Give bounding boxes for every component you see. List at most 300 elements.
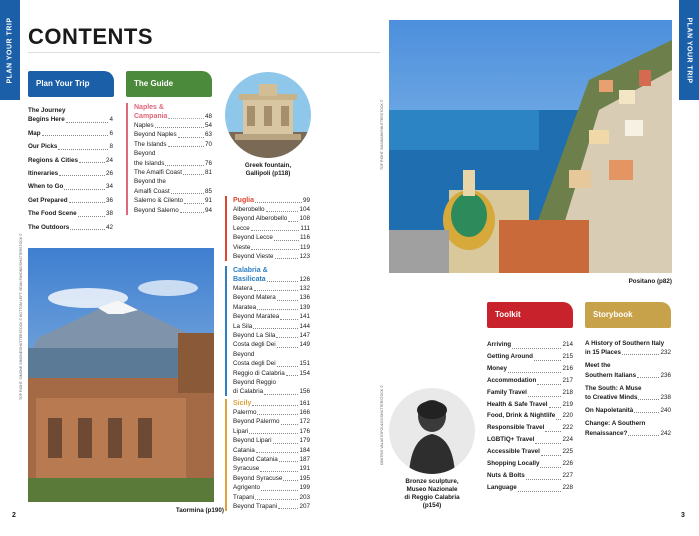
- storybook-item-row[interactable]: [585, 371, 671, 380]
- leader-dots: [64, 189, 105, 190]
- puglia-item-row[interactable]: [233, 233, 310, 242]
- toolkit-item-label: Money: [487, 364, 507, 372]
- puglia-item-label: Beyond Vieste: [233, 253, 274, 261]
- taormina-photo: [28, 248, 214, 502]
- naples-title-row[interactable]: [134, 112, 212, 121]
- sicily-item-row[interactable]: [233, 464, 310, 473]
- calabria-item-row[interactable]: [233, 350, 310, 359]
- plan-item-row[interactable]: [28, 156, 113, 165]
- credit-positano: TOP RIGHT: MAXIMUM/SHUTTERSTOCK ©: [380, 99, 384, 170]
- leader-dots: [255, 499, 298, 500]
- plan-item-label: The Journey: [28, 107, 66, 114]
- toolkit-item-page: 215: [562, 352, 573, 360]
- greek-fountain-photo: [225, 72, 311, 158]
- tab-the-guide[interactable]: The Guide: [126, 71, 212, 97]
- sicily-item-row[interactable]: [233, 436, 310, 445]
- leader-dots: [288, 221, 298, 222]
- storybook-item-label: A History of Southern Italy: [585, 340, 665, 347]
- storybook-item-row[interactable]: [585, 406, 671, 415]
- leader-dots: [266, 211, 299, 212]
- storybook-item-row[interactable]: [585, 429, 671, 438]
- leader-dots: [79, 162, 105, 163]
- sicily-item-row[interactable]: [233, 417, 310, 426]
- puglia-item-row[interactable]: [233, 243, 310, 252]
- leader-dots: [249, 433, 298, 434]
- leader-dots: [184, 203, 204, 204]
- toolkit-item-row[interactable]: [487, 458, 573, 470]
- puglia-item-page: 104: [299, 206, 310, 213]
- sicily-item-row[interactable]: [233, 455, 310, 464]
- toolkit-item-page: 222: [562, 424, 573, 432]
- sicily-item-row[interactable]: [233, 408, 310, 417]
- sicily-item-label: Agrigento: [233, 484, 260, 492]
- storybook-item-row[interactable]: [585, 361, 671, 370]
- toolkit-item-label: Getting Around: [487, 352, 533, 360]
- naples-item-label: the Islands: [134, 159, 165, 167]
- naples-item-page: 91: [204, 197, 212, 205]
- storybook-item-label: The South: A Muse: [585, 384, 642, 392]
- plan-item-row[interactable]: [28, 223, 113, 232]
- leader-dots: [256, 452, 299, 453]
- toolkit-item-page: 217: [562, 376, 573, 384]
- sicily-item-page: 176: [299, 427, 310, 435]
- leader-dots: [279, 461, 299, 462]
- leader-dots: [155, 127, 204, 128]
- sicily-item-page: 172: [299, 418, 310, 426]
- puglia-item-page: 111: [300, 224, 310, 232]
- leader-dots: [518, 491, 562, 492]
- toolkit-item-label: Accommodation: [487, 376, 537, 384]
- calabria-item-row[interactable]: [233, 387, 310, 396]
- sicily-item-label: Palermo: [233, 409, 257, 416]
- naples-title-2: Campania: [134, 113, 168, 120]
- plan-item-label: Begins Here: [28, 116, 65, 124]
- plan-item-row[interactable]: [28, 129, 113, 138]
- credit-bottom-right: DIMITRIS VALASTOPOULOS/SHUTTERSTOCK ©: [380, 385, 384, 465]
- storybook-item-page: 240: [660, 407, 671, 415]
- puglia-item-row[interactable]: [233, 252, 310, 261]
- storybook-item-row[interactable]: [585, 393, 671, 402]
- leader-dots: [260, 471, 298, 472]
- plan-item-label: Get Prepared: [28, 196, 68, 204]
- positano-photo: [389, 20, 672, 273]
- puglia-item-label: Alberobello: [233, 206, 265, 213]
- toolkit-item-row[interactable]: [487, 470, 573, 482]
- sicily-item-page: 187: [299, 456, 310, 464]
- naples-item-page: 85: [204, 187, 212, 195]
- storybook-item-page: 242: [660, 429, 671, 437]
- leader-dots: [528, 396, 562, 397]
- plan-item-page: 8: [109, 143, 113, 151]
- leader-dots: [526, 479, 562, 480]
- sicily-item-row[interactable]: [233, 427, 310, 436]
- plan-item-page: 24: [105, 156, 113, 164]
- naples-item-page: 76: [204, 159, 212, 167]
- sicily-item-page: 199: [299, 484, 310, 492]
- puglia-bar: [225, 196, 227, 261]
- sicily-item-row[interactable]: [233, 483, 310, 492]
- naples-item-row[interactable]: [134, 206, 212, 215]
- leader-dots: [273, 443, 299, 444]
- leader-dots: [283, 480, 298, 481]
- leader-dots: [257, 309, 298, 310]
- toolkit-item-row[interactable]: [487, 410, 573, 422]
- naples-item-label: The Islands: [134, 140, 167, 148]
- leader-dots: [556, 419, 561, 420]
- calabria-item-row[interactable]: [233, 340, 310, 349]
- leader-dots: [261, 490, 299, 491]
- naples-bar: [126, 103, 128, 215]
- calabria-item-page: 154: [299, 369, 310, 377]
- calabria-item-label: La Sila: [233, 322, 253, 330]
- storybook-item-label: Meet the: [585, 362, 611, 370]
- toolkit-item-page: 218: [562, 388, 573, 396]
- leader-dots: [251, 230, 300, 231]
- calabria-item-row[interactable]: [233, 312, 310, 321]
- toolkit-item-row[interactable]: [487, 375, 573, 387]
- calabria-title-row[interactable]: Basilicata 126: [233, 276, 310, 283]
- leader-dots: [171, 193, 204, 194]
- puglia-item-row[interactable]: [233, 224, 310, 233]
- credit-left: TOP RIGHT: SIMONE SIMONE/SHUTTERSTOCK © BOTTOM LEFT: SEAN PAVONE/SHUTTERSTOCK ©: [19, 233, 23, 400]
- calabria-item-page: 156: [299, 388, 310, 396]
- calabria-item-row[interactable]: [233, 303, 310, 312]
- calabria-item-row[interactable]: [233, 378, 310, 387]
- calabria-item-label: Maratea: [233, 303, 257, 311]
- toolkit-item-page: 220: [562, 412, 573, 420]
- calabria-item-label: di Calabria: [233, 388, 264, 396]
- toolkit-item-page: 226: [562, 460, 573, 468]
- naples-title-1[interactable]: Naples &: [134, 104, 164, 111]
- plan-item-row[interactable]: [28, 169, 113, 178]
- calabria-item-label: Beyond Matera: [233, 294, 276, 302]
- leader-dots: [541, 455, 562, 456]
- storybook-item-label: Renaissance?: [585, 429, 628, 437]
- storybook-item-label: Change: A Southern: [585, 420, 646, 428]
- sicily-item-page: 166: [299, 409, 310, 416]
- sicily-title-row[interactable]: Sicily 161: [233, 400, 310, 407]
- calabria-item-page: 132: [299, 285, 310, 292]
- plan-item-label: The Food Scene: [28, 210, 77, 218]
- storybook-item-label: in 15 Places: [585, 349, 622, 357]
- toolkit-item-page: 225: [562, 448, 573, 456]
- leader-dots: [257, 414, 298, 415]
- sicily-item-page: 203: [299, 493, 310, 501]
- leader-dots: [549, 407, 562, 408]
- calabria-section: [233, 266, 310, 397]
- sicily-section: [233, 399, 310, 511]
- toolkit-list: [487, 339, 573, 494]
- leader-dots: [540, 467, 561, 468]
- naples-item-row[interactable]: [134, 159, 212, 168]
- calabria-item-row[interactable]: [233, 359, 310, 368]
- puglia-item-label: Lecce: [233, 224, 250, 232]
- naples-item-row[interactable]: [134, 168, 212, 177]
- leader-dots: [168, 146, 204, 147]
- plan-item-row[interactable]: [28, 182, 113, 191]
- sicily-item-label: Beyond Trapani: [233, 503, 278, 511]
- naples-item-label: The Amalfi Coast: [134, 169, 182, 177]
- sicily-item-row[interactable]: [233, 502, 310, 511]
- toolkit-item-row[interactable]: [487, 351, 573, 363]
- leader-dots: [534, 360, 562, 361]
- naples-item-page: 63: [204, 131, 212, 139]
- leader-dots: [178, 137, 204, 138]
- calabria-item-row[interactable]: [233, 284, 310, 293]
- naples-item-label: Beyond the: [134, 178, 166, 186]
- plan-item-page: 4: [109, 116, 113, 124]
- leader-dots: [264, 394, 298, 395]
- plan-item-row[interactable]: [28, 106, 113, 115]
- puglia-item-page: 108: [299, 215, 310, 223]
- leader-dots: [165, 165, 204, 166]
- plan-item-label: The Outdoors: [28, 223, 70, 231]
- leader-dots: [251, 249, 299, 250]
- leader-dots: [78, 216, 105, 217]
- plan-item-page: 26: [105, 170, 113, 178]
- toolkit-item-label: Nuts & Bolts: [487, 471, 525, 479]
- leader-dots: [276, 337, 298, 338]
- sicily-item-label: Beyond Palermo: [233, 418, 280, 426]
- positano-caption: Positano (p82): [628, 278, 672, 285]
- plan-item-label: Itineraries: [28, 170, 59, 178]
- puglia-item-page: 119: [299, 243, 310, 251]
- sicily-item-label: Trapani: [233, 493, 255, 501]
- toolkit-item-page: 227: [562, 471, 573, 479]
- naples-item-page: 81: [204, 169, 212, 177]
- spine-right-label: PLAN YOUR TRIP: [685, 17, 693, 83]
- calabria-item-page: 151: [299, 360, 310, 368]
- plan-item-page: 34: [105, 183, 113, 191]
- calabria-item-row[interactable]: [233, 322, 310, 331]
- sicily-bar: [225, 399, 227, 511]
- toolkit-item-row[interactable]: [487, 446, 573, 458]
- leader-dots: [42, 135, 109, 136]
- naples-item-row[interactable]: [134, 140, 212, 149]
- storybook-item-row[interactable]: [585, 419, 671, 428]
- leader-dots: [277, 366, 299, 367]
- plan-item-row[interactable]: [28, 196, 113, 205]
- toolkit-item-label: Responsible Travel: [487, 424, 545, 432]
- naples-item-label: Amalfi Coast: [134, 187, 170, 195]
- plan-item-label: When to Go: [28, 183, 64, 191]
- toolkit-item-page: 219: [562, 400, 573, 408]
- toolkit-item-label: Accessible Travel: [487, 448, 540, 456]
- leader-dots: [508, 372, 562, 373]
- puglia-item-page: 123: [299, 253, 310, 261]
- calabria-item-page: 139: [299, 303, 310, 311]
- calabria-item-row[interactable]: [233, 331, 310, 340]
- sicily-item-page: 191: [299, 465, 310, 473]
- naples-item-label: Naples: [134, 122, 154, 129]
- toolkit-item-page: 224: [562, 436, 573, 444]
- naples-item-row[interactable]: [134, 177, 212, 186]
- puglia-item-page: 116: [299, 234, 310, 242]
- calabria-item-label: Matera: [233, 285, 253, 292]
- toolkit-item-row[interactable]: [487, 339, 573, 351]
- leader-dots: [69, 202, 105, 203]
- leader-dots: [535, 443, 561, 444]
- naples-item-label: Salerno & Cilento: [134, 197, 184, 205]
- sicily-item-row[interactable]: [233, 493, 310, 502]
- tab-plan-your-trip[interactable]: Plan Your Trip: [28, 71, 114, 97]
- sicily-item-label: Lipari: [233, 427, 249, 435]
- leader-dots: [58, 149, 108, 150]
- leader-dots: [286, 375, 299, 376]
- sicily-item-page: 184: [299, 446, 310, 454]
- storybook-item-page: 236: [660, 371, 671, 379]
- toolkit-item-label: Shopping Locally: [487, 460, 540, 468]
- storybook-list: [585, 339, 671, 438]
- storybook-item-page: 238: [660, 394, 671, 402]
- naples-title-page: 48: [204, 113, 212, 120]
- plan-item-page: 42: [105, 223, 113, 231]
- toolkit-item-row[interactable]: [487, 387, 573, 399]
- page-number-right: 3: [681, 512, 685, 519]
- puglia-item-label: Beyond Alberobello: [233, 215, 288, 223]
- puglia-item-row[interactable]: [233, 214, 310, 223]
- toolkit-item-row[interactable]: [487, 363, 573, 375]
- calabria-item-label: Costa degli Dei: [233, 341, 276, 349]
- sicily-item-page: 207: [299, 503, 310, 511]
- naples-item-row[interactable]: [134, 130, 212, 139]
- calabria-item-label: Reggio di Calabria: [233, 369, 285, 377]
- naples-item-label: Beyond: [134, 150, 156, 158]
- leader-dots: [545, 431, 561, 432]
- leader-dots: [637, 377, 659, 378]
- taormina-caption: Taormina (p190): [175, 507, 224, 514]
- sicily-item-label: Syracuse: [233, 465, 260, 473]
- plan-item-label: Map: [28, 129, 41, 137]
- leader-dots: [537, 384, 561, 385]
- leader-dots: [277, 347, 299, 348]
- calabria-item-label: Beyond La Sila: [233, 332, 276, 340]
- puglia-section: [233, 196, 310, 261]
- naples-item-page: 94: [204, 206, 212, 214]
- leader-dots: [180, 212, 204, 213]
- naples-section: [134, 103, 212, 215]
- calabria-item-row[interactable]: [233, 369, 310, 378]
- toolkit-item-label: LGBTIQ+ Travel: [487, 436, 535, 444]
- sicily-item-label: Catania: [233, 446, 255, 454]
- calabria-item-page: 149: [299, 341, 310, 349]
- leader-dots: [66, 122, 109, 123]
- naples-item-row[interactable]: [134, 196, 212, 205]
- sicily-item-page: 195: [299, 474, 310, 482]
- sicily-item-label: Beyond Syracuse: [233, 474, 283, 482]
- leader-dots: [512, 348, 561, 349]
- toolkit-item-row[interactable]: [487, 482, 573, 494]
- toolkit-item-page: 216: [562, 364, 573, 372]
- storybook-item-label: to Creative Minds: [585, 394, 638, 402]
- leader-dots: [634, 412, 659, 413]
- toolkit-item-label: Arriving: [487, 341, 512, 348]
- calabria-item-label: Beyond Maratea: [233, 313, 280, 321]
- leader-dots: [628, 435, 659, 436]
- sicily-item-page: 179: [299, 437, 310, 445]
- page-title: CONTENTS: [28, 24, 153, 49]
- calabria-title-1[interactable]: Calabria &: [233, 267, 268, 274]
- sicily-item-row[interactable]: [233, 446, 310, 455]
- plan-item-row[interactable]: [28, 142, 113, 151]
- naples-item-row[interactable]: [134, 149, 212, 158]
- plan-item-row[interactable]: [28, 115, 113, 124]
- leader-dots: [278, 508, 298, 509]
- tab-storybook[interactable]: Storybook: [585, 302, 671, 328]
- spine-right: [679, 0, 699, 100]
- naples-item-row[interactable]: [134, 187, 212, 196]
- toolkit-item-label: Food, Drink & Nightlife: [487, 412, 556, 420]
- puglia-item-label: Beyond Lecce: [233, 234, 273, 242]
- spine-left-label: PLAN YOUR TRIP: [6, 17, 14, 83]
- toolkit-item-row[interactable]: [487, 399, 573, 411]
- tab-toolkit[interactable]: Toolkit: [487, 302, 573, 328]
- plan-list: [28, 106, 113, 232]
- storybook-item-label: On Napoletanità: [585, 407, 634, 415]
- storybook-item-row[interactable]: [585, 384, 671, 393]
- page-number-left: 2: [12, 512, 16, 519]
- calabria-item-page: 147: [299, 332, 310, 340]
- spine-left: [0, 0, 20, 100]
- naples-item-row[interactable]: [134, 121, 212, 130]
- leader-dots: [277, 300, 299, 301]
- toolkit-item-page: 214: [562, 341, 573, 348]
- puglia-title-row[interactable]: Puglia 99: [233, 197, 310, 204]
- naples-item-page: 70: [204, 140, 212, 148]
- greek-fountain-caption: Greek fountain, Gallipoli (p118): [244, 162, 292, 177]
- toolkit-item-label: Health & Safe Travel: [487, 400, 548, 408]
- calabria-item-page: 144: [299, 322, 310, 330]
- puglia-item-label: Vieste: [233, 243, 251, 251]
- leader-dots: [183, 174, 204, 175]
- calabria-item-page: 141: [299, 313, 310, 321]
- bronze-caption: Bronze sculpture, Museo Nazionale di Reggio Calabria (p154): [404, 478, 460, 509]
- calabria-item-label: Costa degli Dei: [233, 360, 276, 368]
- storybook-item-page: 232: [660, 349, 671, 357]
- toolkit-item-label: Language: [487, 483, 517, 491]
- leader-dots: [638, 399, 659, 400]
- bronze-sculpture-photo: [389, 388, 475, 474]
- plan-item-page: 36: [105, 196, 113, 204]
- calabria-item-page: 136: [299, 294, 310, 302]
- calabria-item-row[interactable]: [233, 293, 310, 302]
- calabria-bar: [225, 266, 227, 396]
- storybook-item-row[interactable]: [585, 339, 671, 348]
- toolkit-item-page: 228: [562, 483, 573, 491]
- toolkit-item-row[interactable]: [487, 422, 573, 434]
- naples-item-page: 54: [204, 122, 212, 129]
- leader-dots: [59, 175, 105, 176]
- leader-dots: [254, 290, 299, 291]
- leader-dots: [70, 229, 105, 230]
- calabria-item-label: Beyond: [233, 350, 255, 358]
- puglia-item-row[interactable]: [233, 205, 310, 214]
- leader-dots: [274, 240, 299, 241]
- leader-dots: [281, 424, 299, 425]
- sicily-item-row[interactable]: [233, 474, 310, 483]
- leader-dots: [622, 354, 659, 355]
- plan-item-row[interactable]: [28, 209, 113, 218]
- title-rule: [28, 52, 380, 53]
- leader-dots: [275, 258, 299, 259]
- sicily-item-label: Beyond Catania: [233, 456, 278, 464]
- toolkit-item-row[interactable]: [487, 434, 573, 446]
- storybook-item-label: Southern Italians: [585, 371, 637, 379]
- sicily-item-label: Beyond Lipari: [233, 437, 272, 445]
- plan-item-label: Regions & Cities: [28, 156, 79, 164]
- plan-item-page: 6: [109, 129, 113, 137]
- storybook-item-row[interactable]: [585, 348, 671, 357]
